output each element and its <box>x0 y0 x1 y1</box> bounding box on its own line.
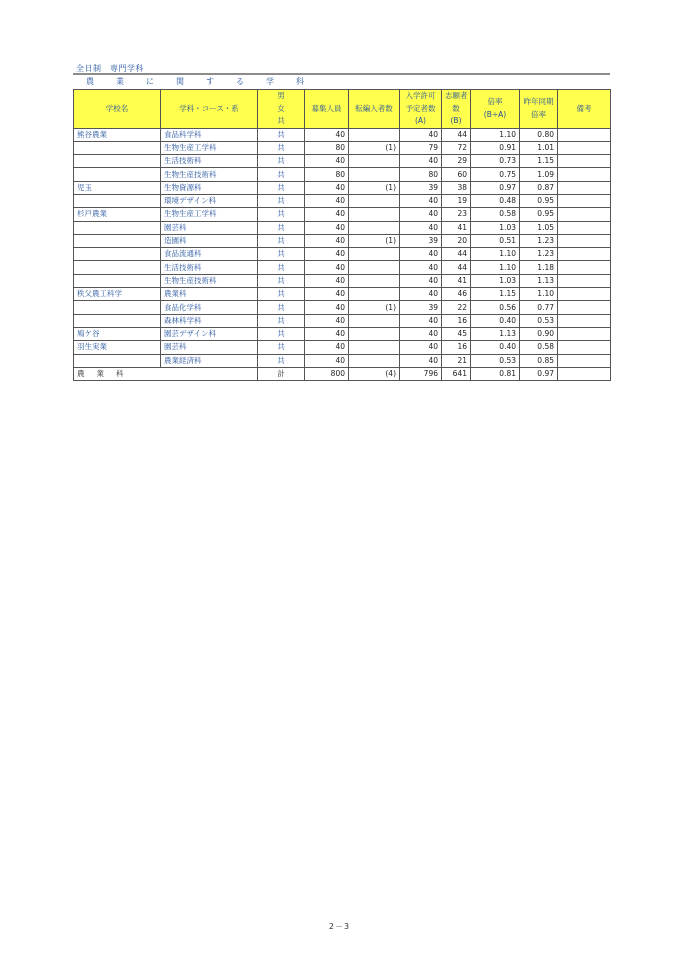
table-row <box>74 181 611 194</box>
note-cell <box>558 155 611 168</box>
last-year-cell: 1.23 <box>520 234 558 247</box>
transfer-cell <box>349 314 400 327</box>
page-heading: 全日制 専門学科 <box>76 64 144 73</box>
school-cell <box>74 155 161 168</box>
section-title: 農業に関する学科 <box>86 77 326 86</box>
transfer-cell: (1) <box>349 181 400 194</box>
school-cell <box>74 261 161 274</box>
note-cell <box>558 288 611 301</box>
sex-cell: 共 <box>258 221 305 234</box>
transfer-cell <box>349 248 400 261</box>
school-cell <box>74 221 161 234</box>
transfer-cell <box>349 128 400 141</box>
last-year-cell: 0.58 <box>520 341 558 354</box>
sex-cell: 共 <box>258 314 305 327</box>
sex-cell: 共 <box>258 128 305 141</box>
col-school: 学校名 <box>74 90 161 129</box>
sex-cell: 共 <box>258 181 305 194</box>
last-year-cell: 0.95 <box>520 194 558 207</box>
applicants-cell: 21 <box>442 354 471 367</box>
total-note <box>558 367 611 380</box>
total-ratio: 0.81 <box>471 367 520 380</box>
capacity-cell: 40 <box>305 234 349 247</box>
heading-rule <box>73 73 610 75</box>
capacity-cell: 40 <box>305 341 349 354</box>
note-cell <box>558 314 611 327</box>
course-cell: 生物生産技術科 <box>161 274 258 287</box>
admit-cell: 40 <box>400 128 442 141</box>
total-last-year: 0.97 <box>520 367 558 380</box>
total-capacity: 800 <box>305 367 349 380</box>
applicants-cell: 44 <box>442 261 471 274</box>
table-row <box>74 141 611 154</box>
applicants-cell: 23 <box>442 208 471 221</box>
course-cell: 生活技術科 <box>161 155 258 168</box>
school-cell: 秩父農工科学 <box>74 288 161 301</box>
table-row <box>74 314 611 327</box>
total-applicants: 641 <box>442 367 471 380</box>
applicants-cell: 38 <box>442 181 471 194</box>
col-transfer: 転編入者数 <box>349 90 400 129</box>
last-year-cell: 1.05 <box>520 221 558 234</box>
capacity-cell: 80 <box>305 141 349 154</box>
admit-cell: 40 <box>400 208 442 221</box>
school-cell <box>74 274 161 287</box>
admit-cell: 39 <box>400 301 442 314</box>
table-row <box>74 341 611 354</box>
table-row <box>74 208 611 221</box>
ratio-cell: 0.73 <box>471 155 520 168</box>
transfer-cell <box>349 261 400 274</box>
capacity-cell: 40 <box>305 301 349 314</box>
admit-cell: 39 <box>400 234 442 247</box>
capacity-cell: 80 <box>305 168 349 181</box>
capacity-cell: 40 <box>305 314 349 327</box>
note-cell <box>558 354 611 367</box>
ratio-cell: 1.15 <box>471 288 520 301</box>
school-cell <box>74 248 161 261</box>
sex-cell: 共 <box>258 354 305 367</box>
applicants-cell: 41 <box>442 221 471 234</box>
course-cell: 生活技術科 <box>161 261 258 274</box>
page-number: 2－3 <box>328 922 351 931</box>
last-year-cell: 1.01 <box>520 141 558 154</box>
course-cell: 環境デザイン科 <box>161 194 258 207</box>
sex-cell: 共 <box>258 274 305 287</box>
last-year-cell: 0.53 <box>520 314 558 327</box>
ratio-cell: 1.13 <box>471 327 520 340</box>
transfer-cell <box>349 354 400 367</box>
applicants-cell: 45 <box>442 327 471 340</box>
ratio-cell: 0.48 <box>471 194 520 207</box>
sex-cell: 共 <box>258 208 305 221</box>
course-cell: 園芸科 <box>161 341 258 354</box>
col-last-year: 昨年同期 倍率 <box>520 90 558 129</box>
applicants-cell: 20 <box>442 234 471 247</box>
capacity-cell: 40 <box>305 288 349 301</box>
col-note: 備考 <box>558 90 611 129</box>
applicants-cell: 22 <box>442 301 471 314</box>
sex-cell: 共 <box>258 141 305 154</box>
ratio-cell: 0.97 <box>471 181 520 194</box>
course-cell: 食品科学科 <box>161 128 258 141</box>
admit-cell: 40 <box>400 354 442 367</box>
transfer-cell: (1) <box>349 234 400 247</box>
admit-cell: 40 <box>400 288 442 301</box>
table-row <box>74 194 611 207</box>
admit-cell: 40 <box>400 327 442 340</box>
note-cell <box>558 248 611 261</box>
course-cell: 農業経済科 <box>161 354 258 367</box>
last-year-cell: 0.77 <box>520 301 558 314</box>
note-cell <box>558 221 611 234</box>
capacity-cell: 40 <box>305 248 349 261</box>
table-row <box>74 128 611 141</box>
course-cell: 生物生産工学科 <box>161 208 258 221</box>
note-cell <box>558 181 611 194</box>
note-cell <box>558 168 611 181</box>
transfer-cell: (1) <box>349 301 400 314</box>
ratio-cell: 1.10 <box>471 248 520 261</box>
applicants-cell: 44 <box>442 248 471 261</box>
sex-cell: 共 <box>258 168 305 181</box>
transfer-cell: (1) <box>349 141 400 154</box>
admit-cell: 40 <box>400 341 442 354</box>
transfer-cell <box>349 168 400 181</box>
transfer-cell <box>349 327 400 340</box>
applicants-cell: 16 <box>442 341 471 354</box>
ratio-cell: 0.58 <box>471 208 520 221</box>
school-cell: 杉戸農業 <box>74 208 161 221</box>
note-cell <box>558 194 611 207</box>
total-admit: 796 <box>400 367 442 380</box>
ratio-cell: 1.03 <box>471 221 520 234</box>
total-sex: 計 <box>258 367 305 380</box>
course-cell: 森林科学科 <box>161 314 258 327</box>
applicants-cell: 19 <box>442 194 471 207</box>
school-cell <box>74 354 161 367</box>
col-course: 学科・コース・系 <box>161 90 258 129</box>
sex-cell: 共 <box>258 234 305 247</box>
capacity-cell: 40 <box>305 327 349 340</box>
table-header <box>74 90 611 129</box>
admit-cell: 39 <box>400 181 442 194</box>
col-capacity: 募集人員 <box>305 90 349 129</box>
ratio-cell: 0.91 <box>471 141 520 154</box>
ratio-cell: 1.03 <box>471 274 520 287</box>
ratio-cell: 1.10 <box>471 261 520 274</box>
table-row <box>74 168 611 181</box>
school-cell <box>74 141 161 154</box>
course-cell: 食品化学科 <box>161 301 258 314</box>
school-cell: 児玉 <box>74 181 161 194</box>
last-year-cell: 1.23 <box>520 248 558 261</box>
transfer-cell <box>349 288 400 301</box>
capacity-cell: 40 <box>305 208 349 221</box>
note-cell <box>558 327 611 340</box>
last-year-cell: 1.15 <box>520 155 558 168</box>
transfer-cell <box>349 274 400 287</box>
school-cell <box>74 314 161 327</box>
sex-cell: 共 <box>258 248 305 261</box>
last-year-cell: 0.87 <box>520 181 558 194</box>
note-cell <box>558 261 611 274</box>
capacity-cell: 40 <box>305 155 349 168</box>
admit-cell: 40 <box>400 194 442 207</box>
last-year-cell: 1.10 <box>520 288 558 301</box>
last-year-cell: 1.18 <box>520 261 558 274</box>
admit-cell: 79 <box>400 141 442 154</box>
last-year-cell: 1.09 <box>520 168 558 181</box>
school-cell <box>74 234 161 247</box>
school-cell: 熊谷農業 <box>74 128 161 141</box>
transfer-cell <box>349 208 400 221</box>
note-cell <box>558 234 611 247</box>
sex-cell: 共 <box>258 261 305 274</box>
course-cell: 造園科 <box>161 234 258 247</box>
course-cell: 生物生産工学科 <box>161 141 258 154</box>
table-row <box>74 234 611 247</box>
col-admit: 入学許可 予定者数 (A) <box>400 90 442 129</box>
capacity-cell: 40 <box>305 261 349 274</box>
school-cell <box>74 301 161 314</box>
last-year-cell: 0.95 <box>520 208 558 221</box>
admissions-table <box>73 89 611 381</box>
ratio-cell: 0.56 <box>471 301 520 314</box>
sex-cell: 共 <box>258 155 305 168</box>
ratio-cell: 1.10 <box>471 128 520 141</box>
ratio-cell: 0.75 <box>471 168 520 181</box>
sex-cell: 共 <box>258 194 305 207</box>
note-cell <box>558 128 611 141</box>
applicants-cell: 46 <box>442 288 471 301</box>
admit-cell: 40 <box>400 221 442 234</box>
note-cell <box>558 208 611 221</box>
table-row <box>74 221 611 234</box>
course-cell: 園芸デザイン科 <box>161 327 258 340</box>
school-cell <box>74 168 161 181</box>
ratio-cell: 0.40 <box>471 314 520 327</box>
applicants-cell: 41 <box>442 274 471 287</box>
course-cell: 食品流通科 <box>161 248 258 261</box>
col-ratio: 倍率 (B÷A) <box>471 90 520 129</box>
school-cell <box>74 194 161 207</box>
capacity-cell: 40 <box>305 354 349 367</box>
col-sex: 男 女 共 <box>258 90 305 129</box>
table-row <box>74 301 611 314</box>
note-cell <box>558 301 611 314</box>
admit-cell: 80 <box>400 168 442 181</box>
school-cell: 羽生実業 <box>74 341 161 354</box>
note-cell <box>558 141 611 154</box>
applicants-cell: 44 <box>442 128 471 141</box>
transfer-cell <box>349 341 400 354</box>
transfer-cell <box>349 194 400 207</box>
admit-cell: 40 <box>400 155 442 168</box>
ratio-cell: 0.40 <box>471 341 520 354</box>
applicants-cell: 29 <box>442 155 471 168</box>
table-row <box>74 327 611 340</box>
last-year-cell: 1.13 <box>520 274 558 287</box>
table-row <box>74 155 611 168</box>
applicants-cell: 60 <box>442 168 471 181</box>
table-row <box>74 248 611 261</box>
admit-cell: 40 <box>400 274 442 287</box>
sex-cell: 共 <box>258 327 305 340</box>
total-row <box>74 367 611 380</box>
course-cell: 農業科 <box>161 288 258 301</box>
course-cell: 園芸科 <box>161 221 258 234</box>
capacity-cell: 40 <box>305 221 349 234</box>
note-cell <box>558 274 611 287</box>
last-year-cell: 0.90 <box>520 327 558 340</box>
sex-cell: 共 <box>258 301 305 314</box>
table-row <box>74 288 611 301</box>
transfer-cell <box>349 155 400 168</box>
course-cell: 生物資源科 <box>161 181 258 194</box>
admit-cell: 40 <box>400 314 442 327</box>
transfer-cell <box>349 221 400 234</box>
table-row <box>74 274 611 287</box>
ratio-cell: 0.53 <box>471 354 520 367</box>
capacity-cell: 40 <box>305 181 349 194</box>
ratio-cell: 0.51 <box>471 234 520 247</box>
capacity-cell: 40 <box>305 194 349 207</box>
total-label: 農業科 <box>74 367 258 380</box>
note-cell <box>558 341 611 354</box>
capacity-cell: 40 <box>305 128 349 141</box>
admit-cell: 40 <box>400 248 442 261</box>
admit-cell: 40 <box>400 261 442 274</box>
school-cell: 鳩ケ谷 <box>74 327 161 340</box>
table-row <box>74 261 611 274</box>
table-row <box>74 354 611 367</box>
applicants-cell: 72 <box>442 141 471 154</box>
sex-cell: 共 <box>258 288 305 301</box>
course-cell: 生物生産技術科 <box>161 168 258 181</box>
sex-cell: 共 <box>258 341 305 354</box>
capacity-cell: 40 <box>305 274 349 287</box>
col-applicants: 志願者 数 (B) <box>442 90 471 129</box>
applicants-cell: 16 <box>442 314 471 327</box>
last-year-cell: 0.80 <box>520 128 558 141</box>
total-transfer: (4) <box>349 367 400 380</box>
last-year-cell: 0.85 <box>520 354 558 367</box>
